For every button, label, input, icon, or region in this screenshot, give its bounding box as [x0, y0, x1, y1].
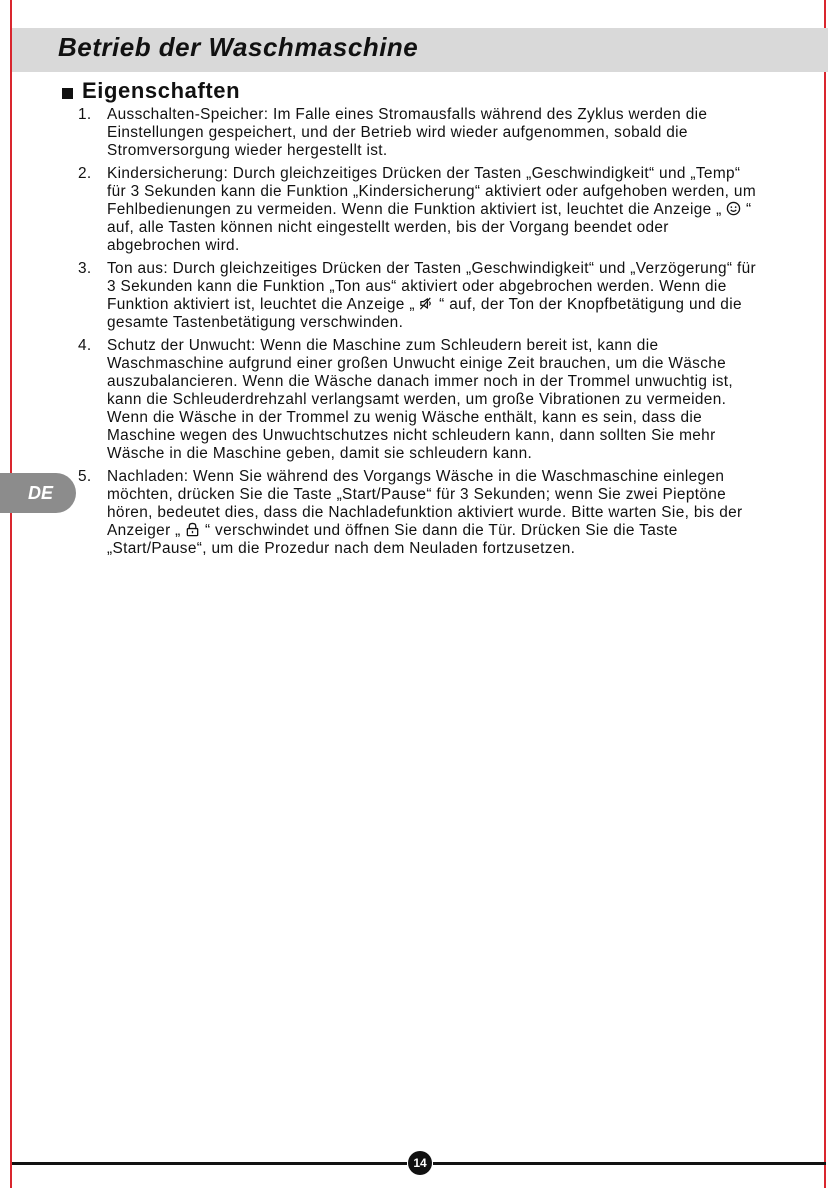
footer-divider-right — [433, 1162, 826, 1165]
list-item — [78, 106, 758, 160]
list-item — [78, 260, 758, 332]
item-text-after: “ auf, alle Tasten können nicht eingestellt werden, bis der Vorgang beendet oder abgebrochen wird. — [107, 201, 752, 254]
language-tab: DE — [0, 473, 76, 513]
item-text-before: Nachladen: Wenn Sie während des Vorgangs Wäsche in die Waschmaschine einlegen möchten, drücken Sie die Taste „Start/Pause“ für 3 Sekunden; wenn Sie zwei Pieptöne hören, bedeutet dies, dass die Nachladefunktion aktiviert wurde. Bitte warten Sie, bis der Anzeiger „ — [107, 468, 743, 539]
item-number: 3. — [78, 260, 92, 277]
list-item — [78, 468, 758, 558]
item-number: 2. — [78, 165, 92, 182]
item-text-before: Kindersicherung: Durch gleichzeitiges Drücken der Tasten „Geschwindigkeit“ und „Temp“ für 3 Sekunden kann die Funktion „Kindersicherung“ aktiviert oder aufgehoben werden, um Fehlbedienungen zu vermeiden. Wenn die Funktion aktiviert ist, leuchtet die Anzeige „ — [107, 165, 757, 218]
page-number: 14 — [408, 1151, 432, 1175]
door-lock-icon — [185, 522, 200, 537]
page-title: Betrieb der Waschmaschine — [58, 32, 419, 62]
section-heading — [62, 78, 240, 104]
item-number: 4. — [78, 337, 92, 354]
item-number: 5. — [78, 468, 92, 485]
list-item — [78, 337, 758, 463]
child-lock-smiley-icon — [726, 201, 741, 216]
mute-speaker-icon — [419, 296, 434, 311]
item-text-before: Ton aus: Durch gleichzeitiges Drücken der Tasten „Geschwindigkeit“ und „Verzögerung“ für 3 Sekunden kann die Funktion „Ton aus“ aktiviert oder abgebrochen werden. Wenn die Funktion aktiviert ist, leuchtet die Anzeige „ — [107, 260, 757, 313]
footer-divider-left — [12, 1162, 407, 1165]
section-title: Eigenschaften — [82, 78, 241, 103]
item-text: Schutz der Unwucht: Wenn die Maschine zum Schleudern bereit ist, kann die Waschmaschine aufgrund einer großen Unwucht einige Zeit brauchen, um die Wäsche auszubalancieren. Wenn die Wäsche danach immer noch in der Trommel unwuchtig ist, kann die Schleuderdrehzahl verlangsamt werden, um große Vibrationen zu vermeiden. Wenn die Wäsche in der Trommel zu wenig Wäsche enthält, kann es sein, dass die Maschine wegen des Unwuchtschutzes nicht schleudern kann, dann sollten Sie mehr Wäsche in die Maschine geben, damit sie schleudern kann. — [107, 337, 734, 462]
item-text-after: “ verschwindet und öffnen Sie dann die Tür. Drücken Sie die Taste „Start/Pause“, um die Prozedur nach dem Neuladen fortzusetzen. — [107, 522, 678, 557]
feature-list — [78, 106, 758, 563]
item-text: Ausschalten-Speicher: Im Falle eines Stromausfalls während des Zyklus werden die Einstellungen gespeichert, und der Betrieb wird wieder aufgenommen, sobald die Stromversorgung wieder hergestellt ist. — [107, 106, 708, 159]
square-bullet-icon — [62, 88, 73, 99]
list-item — [78, 165, 758, 255]
item-text-after: “ auf, der Ton der Knopfbetätigung und die gesamte Tastenbetätigung verschwinden. — [107, 296, 742, 331]
item-number: 1. — [78, 106, 92, 123]
